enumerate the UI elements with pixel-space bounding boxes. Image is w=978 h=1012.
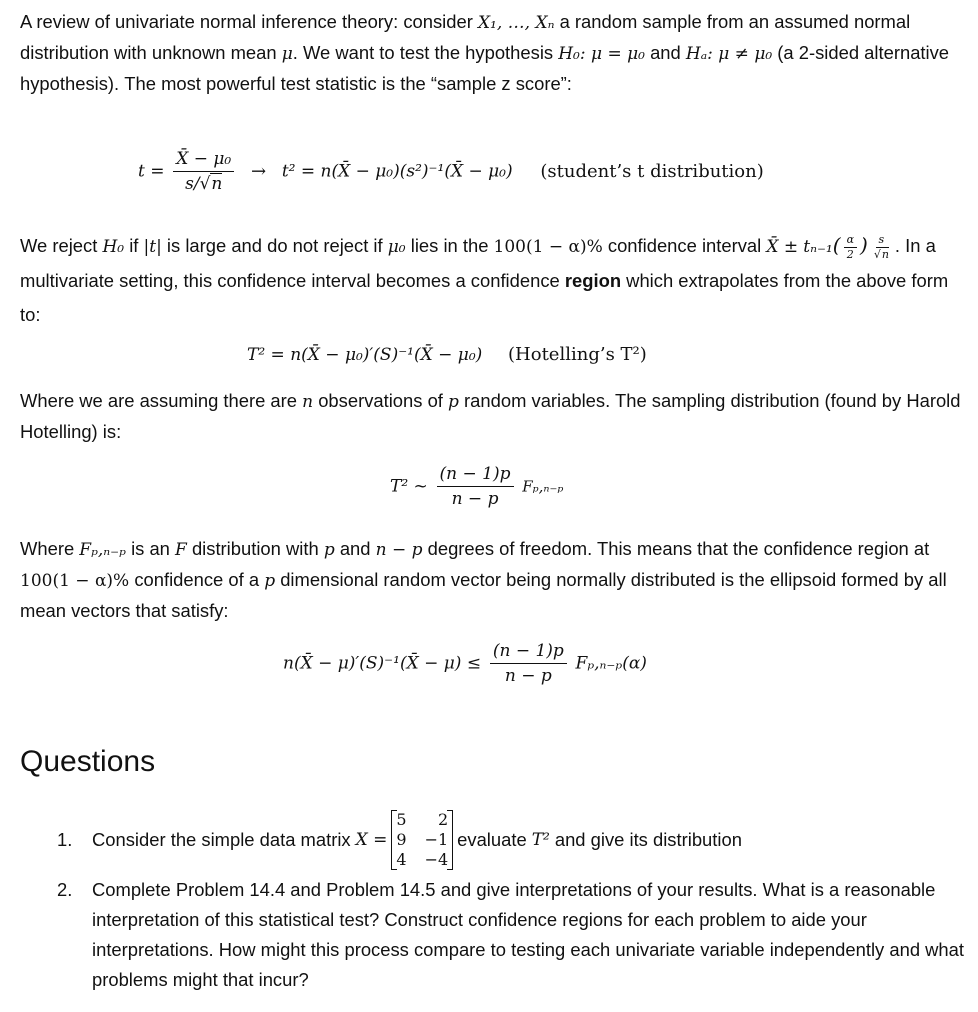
where1-text: observations of [313,390,449,411]
question-1-text: Consider the simple data matrix [92,829,351,850]
p-symbol: p [264,571,276,591]
n-minus-p: n − p [375,540,423,560]
eq3-fraction [437,463,514,510]
matrix-column-1 [396,810,406,870]
eq4-rhs: Fₚ,ₙ₋ₚ(α) [575,653,647,674]
eq1-sqrt-n: n [211,174,223,194]
null-hypothesis: H₀: μ = μ₀ [558,44,645,64]
reject-text: We reject [20,235,103,256]
question-number: 1. [57,829,73,850]
confidence-level: 100(1 − α)% [493,237,603,257]
matrix-cell: 2 [437,810,449,829]
eq4-lhs: n(X̄ − μ)′(S)⁻¹(X̄ − μ) ≤ [283,653,482,674]
matrix-cell: −1 [424,830,449,849]
question-number: 2. [57,879,73,900]
question-2 [20,875,965,995]
eq1-fraction: $\frac{\text{X̄ − μ₀}}{s/√n}$ [173,148,234,195]
n-symbol: n [302,392,314,412]
where2-text: and [334,538,376,559]
where2-text: confidence of a [129,569,265,590]
matrix-cell: −4 [424,850,449,869]
intro-text: (a 2-sided alternative hypothesis). The most powerful test statistic is the “sample z score”: [20,42,950,94]
f-symbol: F [175,540,187,560]
eq2-expr: T² = n(X̄ − μ₀)′(S)⁻¹(X̄ − μ₀) [247,345,483,365]
questions-heading: Questions [20,745,156,778]
reject-paragraph: We reject H₀ if |t| is large and do not reject if μ₀ lies in the 100(1 − α)% confidence interval X̄ ± tₙ₋₁( $\frac{\alpha}{2}$ ) $\frac{s}{√n}$ . In a multivariate setting, this confidence interval becomes a confidence region which extrapolates from the above form to: [20,232,949,325]
s-fraction-den: n [881,247,889,261]
p-symbol: p [448,392,459,412]
where2-text: is an [125,538,176,559]
student-t-label: (student’s t distribution) [540,160,764,182]
eq4-numerator: (n − 1)p [490,640,567,664]
confidence-region-equation [283,640,647,687]
intro-paragraph [20,7,965,99]
eq1-lhs: t = [138,161,165,182]
intro-text: A review of univariate normal inference theory: consider [20,11,478,32]
question-1-text: and give its distribution [554,829,742,850]
intro-text: a random sample from an assumed normal distribution with unknown mean [20,11,911,63]
eq3-denominator: n − p [451,489,499,509]
reject-text: . In a multivariate setting, this confidence interval becomes a confidence [20,235,936,291]
xbar-pm: X̄ ± [766,237,799,257]
reject-text: which extrapolates from the above form to: [20,270,949,325]
arrow-symbol: → [250,160,267,182]
eq1-denominator: s/ [185,174,200,194]
matrix-symbol: X = [355,830,388,850]
where1-text: Where we are assuming there are [20,390,303,411]
mean-symbol: μ [281,44,293,64]
eq1-rhs: t² = n(X̄ − μ₀)(s²)⁻¹(X̄ − μ₀) [281,161,513,182]
eq4-denominator: n − p [504,666,552,686]
intro-text: . We want to test the hypothesis [292,42,559,63]
alpha-fraction-num: α [844,234,857,248]
eq3-rhs: Fₚ,ₙ₋ₚ [522,477,564,496]
t-quantile: tₙ₋₁ [803,237,833,257]
reject-text: confidence interval [602,235,767,256]
matrix-cell: 5 [396,810,407,829]
matrix-cell: 4 [396,850,407,869]
matrix-column-2 [425,810,449,870]
reject-text: if [124,235,144,256]
intro-text: and [644,42,686,63]
where2-text: Where [20,538,80,559]
hotelling-label: (Hotelling’s T²) [508,344,647,365]
t2-symbol: T² [531,830,550,850]
where2-text: distribution with [186,538,324,559]
region-bold: region [564,270,622,291]
question-list [20,800,965,995]
eq1-numerator: X̄ − μ₀ [173,148,234,172]
mu0-symbol: μ₀ [387,237,406,257]
matrix-cell: 9 [396,830,407,849]
where-paragraph-1 [20,386,965,447]
alpha-fraction-den: 2 [846,247,854,261]
eq3-lhs: T² ~ [390,476,428,497]
where2-text: dimensional random vector being normally distributed is the ellipsoid formed by all mean vectors that satisfy: [20,569,947,621]
alternative-hypothesis: Hₐ: μ ≠ μ₀ [685,44,773,64]
f-dist-symbol: Fₚ,ₙ₋ₚ [79,540,126,560]
confidence-level: 100(1 − α)% [20,571,130,591]
question-2-text: Complete Problem 14.4 and Problem 14.5 and give interpretations of your results. What is a reasonable interpretation of this statistical test? Construct confidence regions for each problem to aide your interpretations. How might this process compare to testing each univariate variable independently and what problems might that incur? [92,879,965,990]
where2-text: degrees of freedom. This means that the confidence region at [422,538,930,559]
where-paragraph-2 [20,534,965,626]
abs-t: |t| [143,237,162,257]
eq4-fraction [490,640,567,687]
null-hypothesis: H₀ [102,237,125,257]
data-matrix [391,810,453,870]
s-fraction-num: s [876,234,888,248]
question-1 [20,800,965,880]
question-1-text: evaluate [457,829,527,850]
sampling-distribution-equation [390,463,563,510]
sample-notation: X₁, …, Xₙ [477,13,555,33]
reject-text: lies in the [405,235,494,256]
reject-text: is large and do not reject if [161,235,388,256]
eq3-numerator: (n − 1)p [437,463,514,487]
z-score-equation [138,148,764,195]
hotelling-equation [247,344,647,365]
p-symbol: p [323,540,335,560]
where1-text: random variables. The sampling distribution (found by Harold Hotelling) is: [20,390,961,442]
